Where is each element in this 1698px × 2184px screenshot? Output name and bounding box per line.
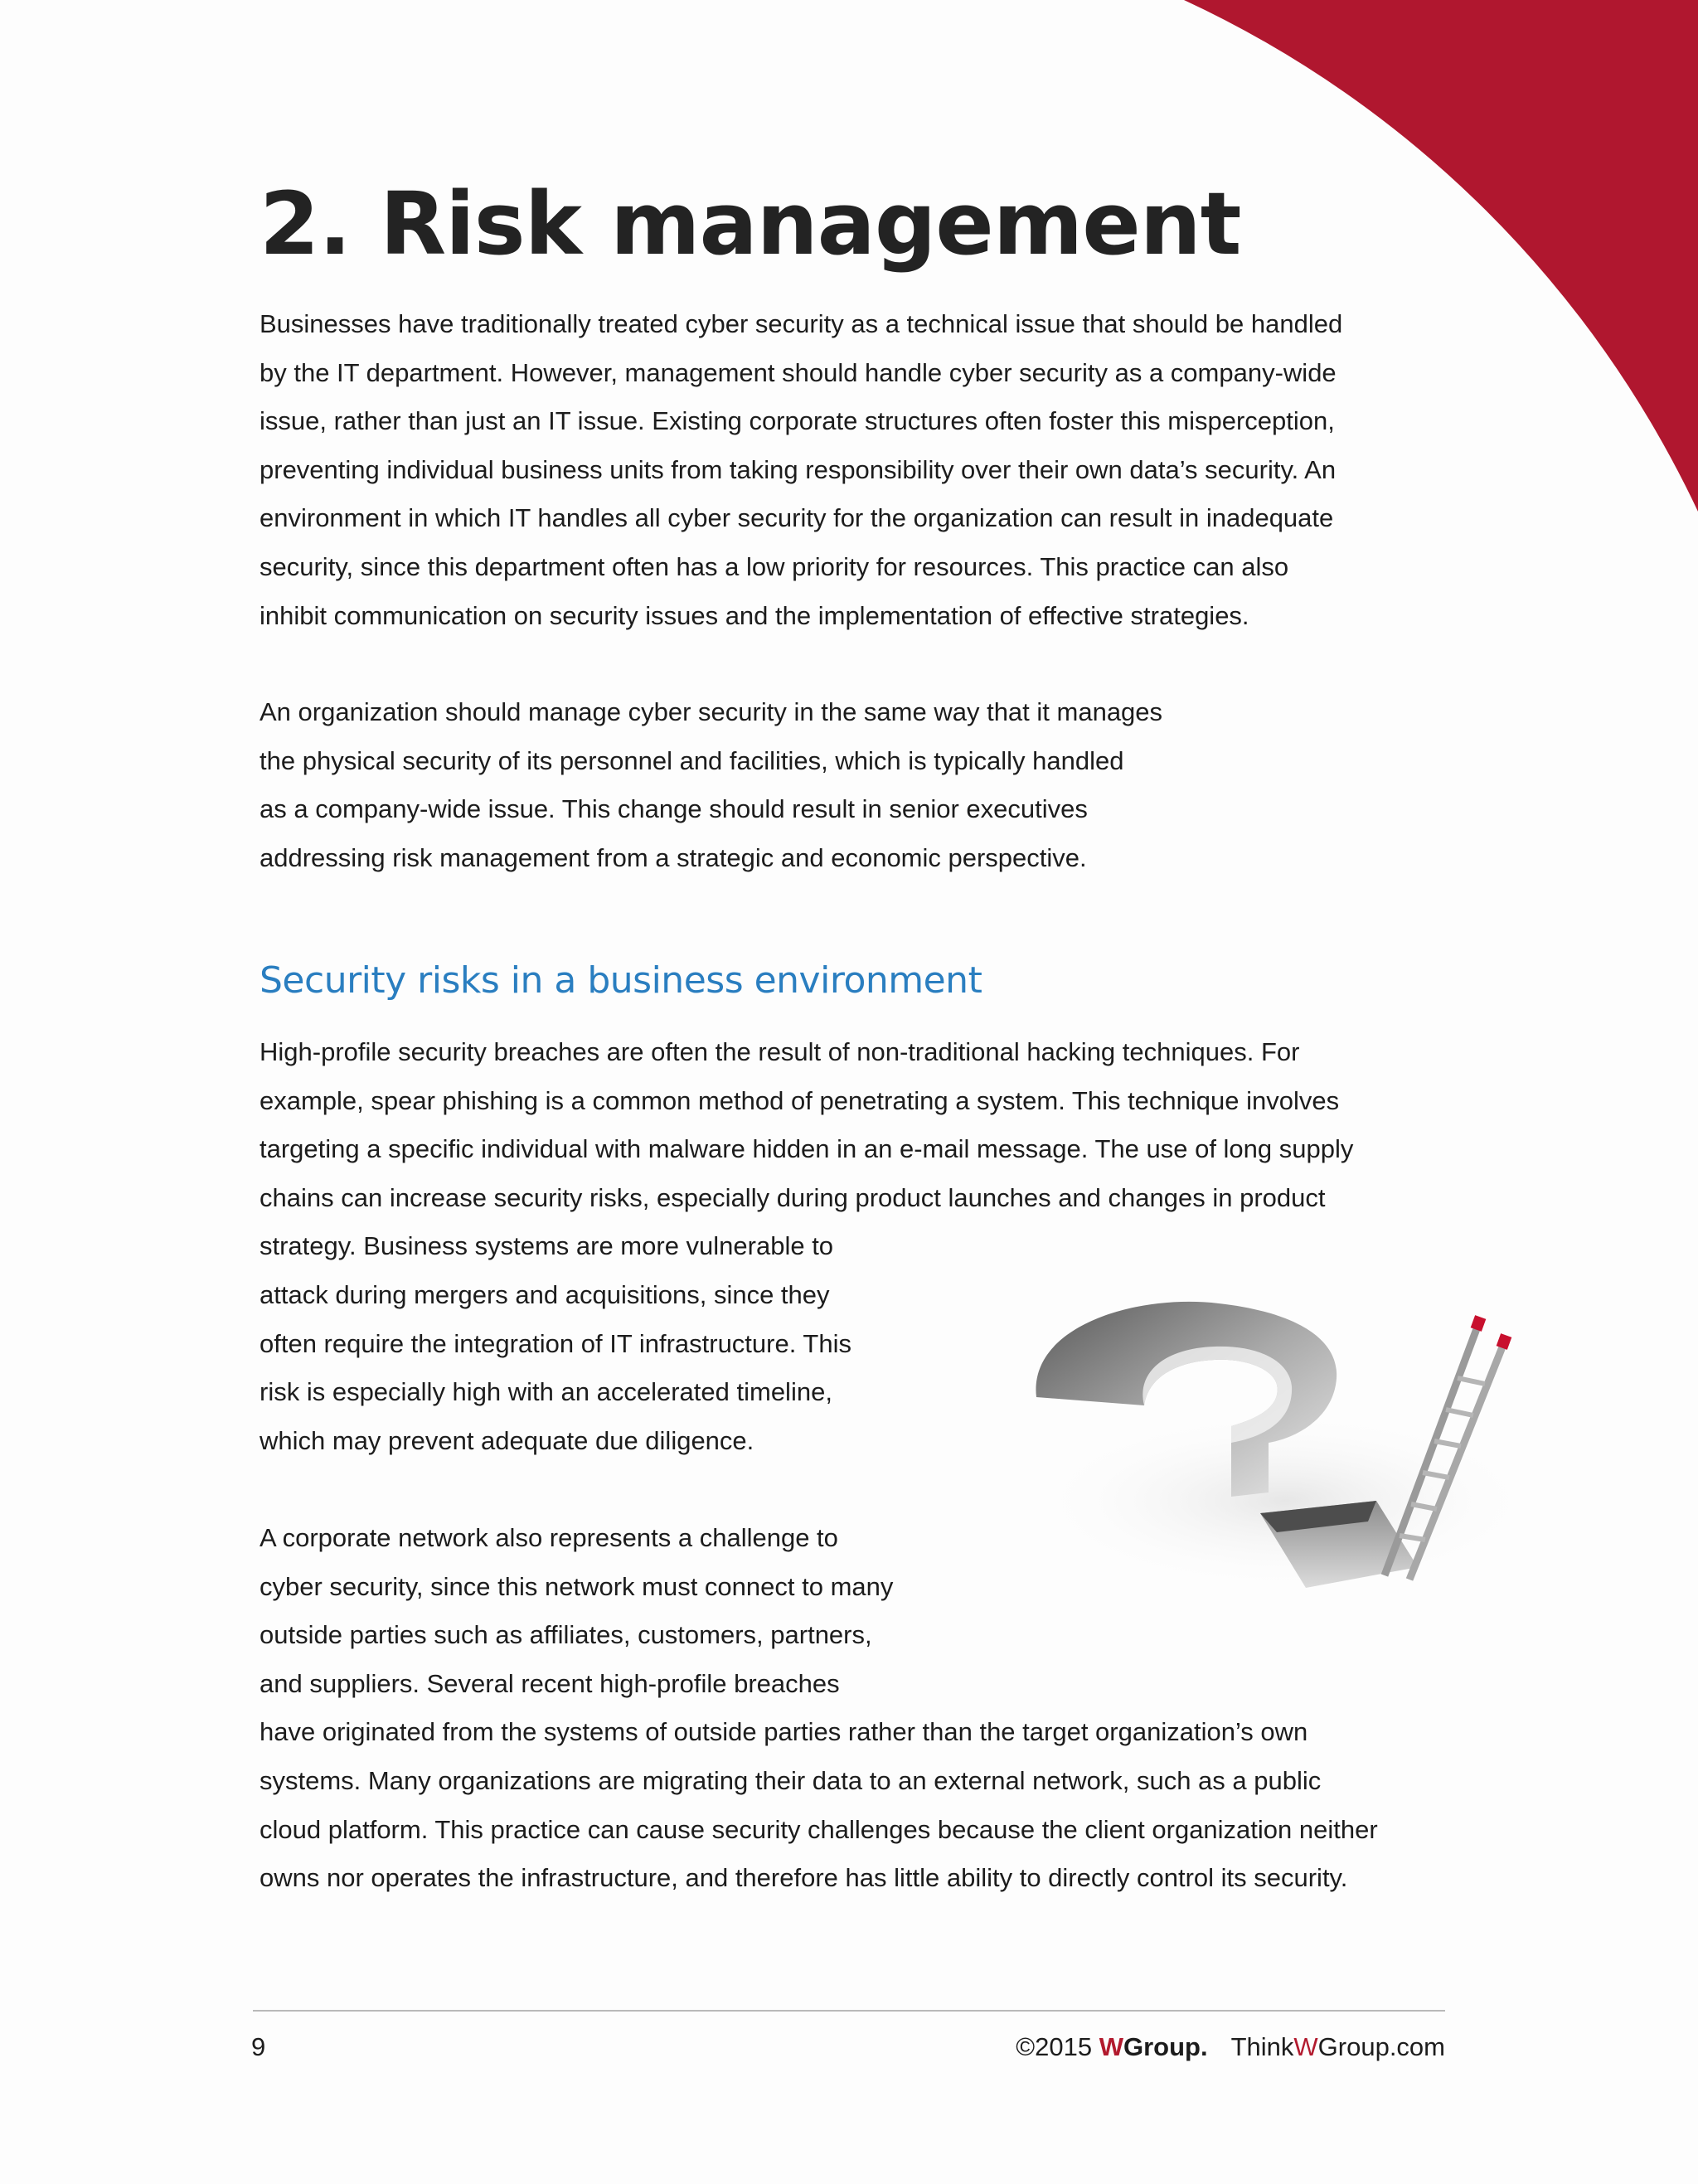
text-line: cyber security, since this network must connect to many (260, 1571, 894, 1601)
text-line: targeting a specific individual with malware hidden in an e-mail message. The use of long supply (260, 1134, 1354, 1164)
text-line: High-profile security breaches are often the result of non-traditional hacking techniques. For (260, 1037, 1300, 1066)
text-line: systems. Many organizations are migrating their data to an external network, such as a public (260, 1765, 1322, 1795)
text-line: by the IT department. However, management should handle cyber security as a company-wide (260, 357, 1337, 387)
website-link[interactable] (1231, 2032, 1445, 2061)
text-line: often require the integration of IT infrastructure. This (260, 1328, 851, 1358)
section-heading: Security risks in a business environment (260, 959, 982, 1002)
text-line: inhibit communication on security issues and the implementation of effective strategies. (260, 600, 1249, 630)
text-line: outside parties such as affiliates, customers, partners, (260, 1620, 872, 1650)
text-line: which may prevent adequate due diligence. (260, 1425, 754, 1455)
text-line: Businesses have traditionally treated cyber security as a technical issue that should be handled (260, 309, 1343, 338)
copyright-notice (1016, 2032, 1207, 2061)
text-line: A corporate network also represents a challenge to (260, 1523, 838, 1552)
text-line: the physical security of its personnel and facilities, which is typically handled (260, 745, 1124, 775)
text-line: cloud platform. This practice can cause security challenges because the client organization neither (260, 1814, 1378, 1844)
text-line: risk is especially high with an accelerated timeline, (260, 1377, 832, 1407)
text-line: chains can increase security risks, especially during product launches and changes in product (260, 1182, 1326, 1212)
brand-w: W (1099, 2032, 1123, 2061)
text-line: strategy. Business systems are more vulnerable to (260, 1231, 834, 1261)
text-line: attack during mergers and acquisitions, since they (260, 1279, 830, 1309)
copyright-year: ©2015 (1016, 2032, 1093, 2061)
page-number: 9 (251, 2032, 266, 2061)
intro-paragraph-1 (260, 300, 1342, 640)
text-line: as a company-wide issue. This change should result in senior executives (260, 794, 1088, 824)
text-line: have originated from the systems of outside parties rather than the target organization’s own (260, 1717, 1308, 1747)
text-line: example, spear phishing is a common method of penetrating a system. This technique involves (260, 1085, 1340, 1115)
text-line: An organization should manage cyber security in the same way that it manages (260, 697, 1163, 726)
text-line: addressing risk management from a strategic and economic perspective. (260, 842, 1087, 872)
brand-name: Group. (1123, 2032, 1208, 2061)
footer-brand (1016, 2031, 1445, 2064)
site-w: W (1293, 2032, 1318, 2061)
question-mark-ladder-illustration (1020, 1293, 1550, 1609)
text-line: environment in which IT handles all cyber security for the organization can result in inadequate (260, 503, 1334, 533)
text-line: owns nor operates the infrastructure, and therefore has little ability to directly control its security. (260, 1863, 1348, 1893)
text-line: and suppliers. Several recent high-profile breaches (260, 1668, 840, 1698)
text-line: security, since this department often has a low priority for resources. This practice can also (260, 551, 1289, 581)
intro-paragraph-2 (260, 688, 1162, 882)
site-suffix: Group.com (1317, 2032, 1445, 2061)
text-line: issue, rather than just an IT issue. Existing corporate structures often foster this misperception, (260, 406, 1335, 436)
site-prefix: Think (1230, 2032, 1294, 2061)
page-title: 2. Risk management (260, 173, 1241, 274)
footer-divider (253, 2010, 1445, 2012)
text-line: preventing individual business units from taking responsibility over their own data’s security. An (260, 454, 1337, 484)
